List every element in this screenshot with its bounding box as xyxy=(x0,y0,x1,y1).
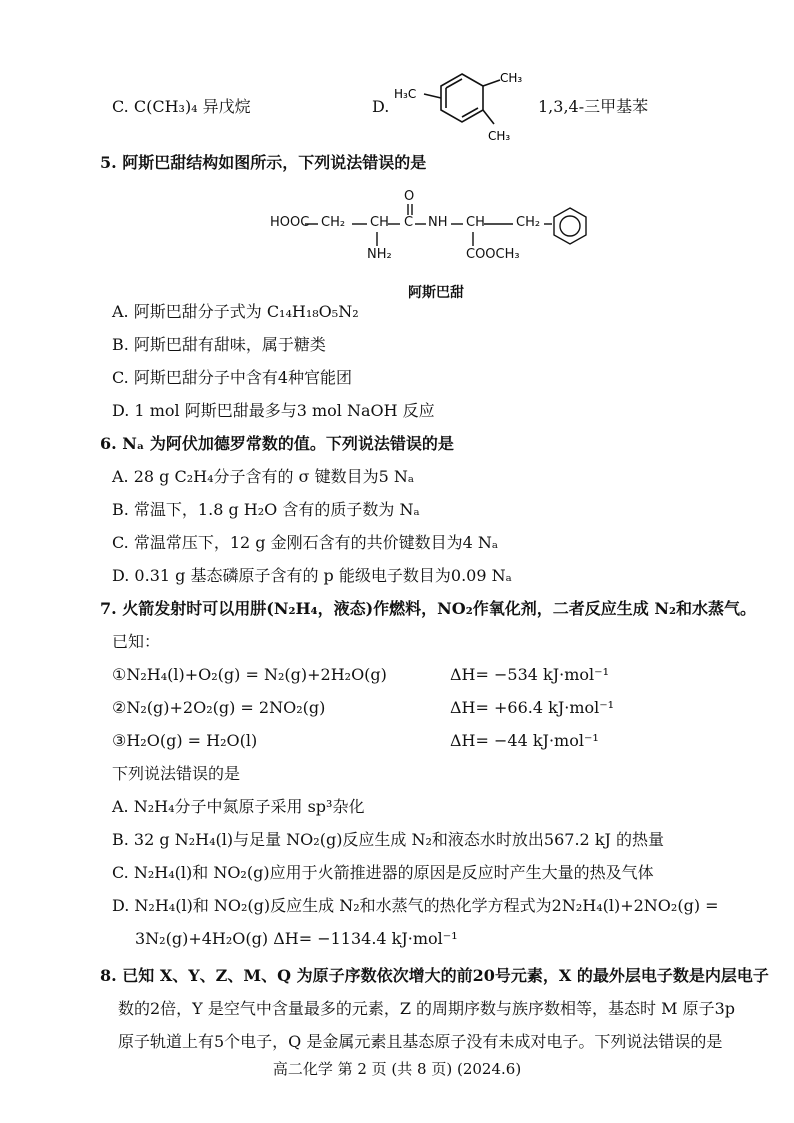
q7-option-d-line2: 3N₂(g)+4H₂O(g) ΔH= −1134.4 kJ·mol⁻¹ xyxy=(135,929,458,948)
q6-stem: 6. Nₐ 为阿伏加德罗常数的值。下列说法错误的是 xyxy=(100,434,454,453)
q7-option-d-line1: D. N₂H₄(l)和 NO₂(g)反应生成 N₂和水蒸气的热化学方程式为2N₂H₄(l)+2NO₂(g) = xyxy=(112,896,719,915)
label-ch2-a: CH₂ xyxy=(321,215,346,230)
q7-equation-1: ①N₂H₄(l)+O₂(g) = N₂(g)+2H₂O(g) xyxy=(112,665,387,684)
q8-line1: 8. 已知 X、Y、Z、M、Q 为原子序数依次增大的前20号元素，X 的最外层电子数是内层电子 xyxy=(100,966,769,985)
label-ch2-b: CH₂ xyxy=(516,215,541,230)
label-ch-b: CH xyxy=(466,215,485,230)
q4-option-d-label: D. xyxy=(372,97,390,116)
q7-equation-3: ③H₂O(g) = H₂O(l) xyxy=(112,731,258,750)
q7-ask: 下列说法错误的是 xyxy=(112,764,241,783)
label-carbonyl-o: O xyxy=(404,189,415,204)
q7-option-b: B. 32 g N₂H₄(l)与足量 NO₂(g)反应生成 N₂和液态水时放出567.2 kJ 的热量 xyxy=(112,830,665,849)
q7-dh-3: ΔH= −44 kJ·mol⁻¹ xyxy=(450,731,599,750)
q5-option-c: C. 阿斯巴甜分子中含有4种官能团 xyxy=(112,368,353,387)
q4-option-c: C. C(CH₃)₄ 异戊烷 xyxy=(112,97,251,116)
page-footer: 高二化学 第 2 页 (共 8 页) (2024.6) xyxy=(272,1060,522,1078)
q5-stem: 5. 阿斯巴甜结构如图所示，下列说法错误的是 xyxy=(100,153,427,172)
label-carbonyl-c: C xyxy=(404,215,414,230)
q6-option-d: D. 0.31 g 基态磷原子含有的 p 能级电子数目为0.09 Nₐ xyxy=(112,566,512,585)
label-ch-a: CH xyxy=(370,215,389,230)
label-nh: NH xyxy=(428,215,448,230)
label-cooch3: COOCH₃ xyxy=(466,247,520,262)
q7-option-a: A. N₂H₄分子中氮原子采用 sp³杂化 xyxy=(112,797,365,816)
aspartame-caption: 阿斯巴甜 xyxy=(408,285,464,301)
label-ch3-bottom: CH₃ xyxy=(488,129,511,143)
q8-line2: 数的2倍，Y 是空气中含量最多的元素，Z 的周期序数与族序数相等，基态时 M 原子3p xyxy=(118,999,736,1018)
label-h3c: H₃C xyxy=(394,87,417,101)
q7-dh-2: ΔH= +66.4 kJ·mol⁻¹ xyxy=(450,698,615,717)
label-hooc: HOOC xyxy=(270,215,310,230)
q7-stem-line1: 7. 火箭发射时可以用肼(N₂H₄，液态)作燃料，NO₂作氧化剂，二者反应生成 N₂和水蒸气。 xyxy=(100,599,756,618)
q5-option-b: B. 阿斯巴甜有甜味，属于糖类 xyxy=(112,335,326,354)
q5-option-a: A. 阿斯巴甜分子式为 C₁₄H₁₈O₅N₂ xyxy=(112,302,359,321)
label-nh2: NH₂ xyxy=(367,247,392,262)
label-ch3-right: CH₃ xyxy=(500,71,523,85)
q7-equation-2: ②N₂(g)+2O₂(g) = 2NO₂(g) xyxy=(112,698,326,717)
q7-stem-line2: 已知： xyxy=(112,632,161,651)
q6-option-c: C. 常温常压下，12 g 金刚石含有的共价键数目为4 Nₐ xyxy=(112,533,499,552)
q4-option-d-name: 1,3,4-三甲基苯 xyxy=(538,97,649,116)
q7-dh-1: ΔH= −534 kJ·mol⁻¹ xyxy=(450,665,610,684)
q5-option-d: D. 1 mol 阿斯巴甜最多与3 mol NaOH 反应 xyxy=(112,401,435,420)
q8-line3: 原子轨道上有5个电子，Q 是金属元素且基态原子没有未成对电子。下列说法错误的是 xyxy=(118,1032,723,1051)
aspartame-bonds xyxy=(0,0,794,300)
q6-option-a: A. 28 g C₂H₄分子含有的 σ 键数目为5 Nₐ xyxy=(112,467,415,486)
q7-option-c: C. N₂H₄(l)和 NO₂(g)应用于火箭推进器的原因是反应时产生大量的热及气体 xyxy=(112,863,654,882)
q6-option-b: B. 常温下，1.8 g H₂O 含有的质子数为 Nₐ xyxy=(112,500,420,519)
